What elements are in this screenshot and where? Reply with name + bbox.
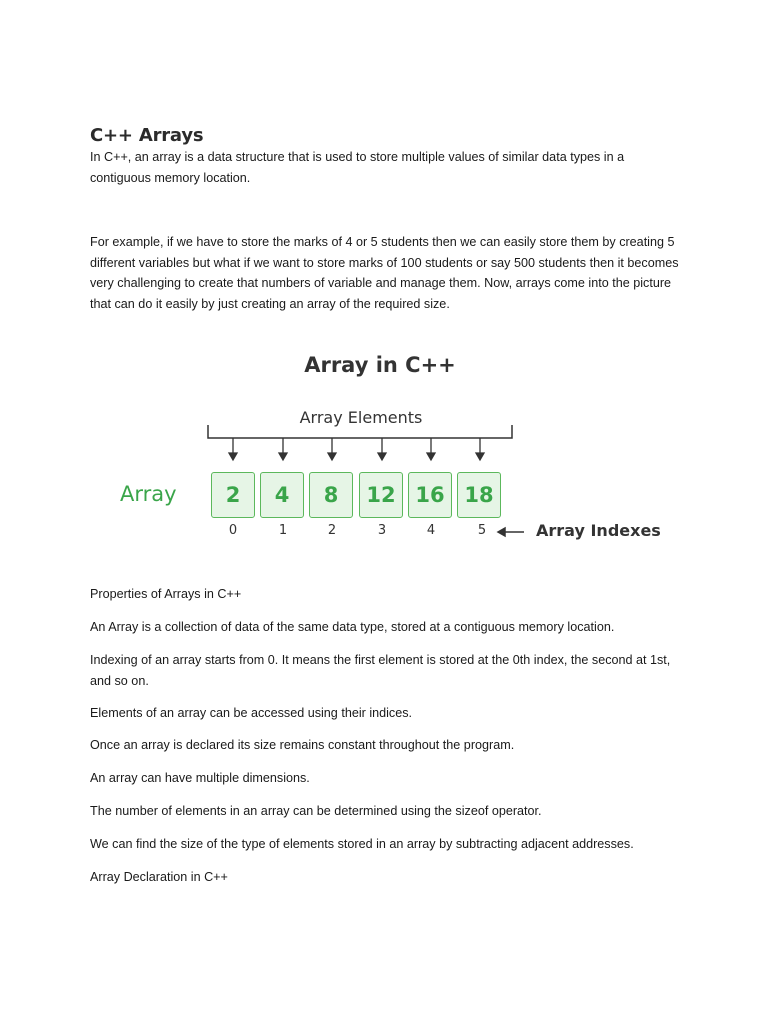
property-item: Once an array is declared its size remains constant throughout the program.	[90, 738, 515, 752]
array-index: 1	[278, 523, 288, 538]
array-label: Array	[120, 482, 177, 506]
example-paragraph: For example, if we have to store the marks of 4 or 5 students then we can easily store them by creating 5 different variables but what if we want to store marks of 100 students or say 500 students then it becomes very challenging to create that numbers of variable and manage them. Now, arrays come into the picture that can do it easily by just creating an array of the required size.	[90, 235, 679, 311]
array-index: 3	[377, 523, 387, 538]
property-item: We can find the size of the type of elements stored in an array by subtracting adjacent addresses.	[90, 837, 634, 851]
array-cell: 2	[211, 472, 255, 518]
page-title: C++ Arrays	[90, 125, 204, 146]
property-item: An array can have multiple dimensions.	[90, 771, 310, 785]
property-item: The number of elements in an array can be determined using the sizeof operator.	[90, 804, 542, 818]
declaration-heading: Array Declaration in C++	[90, 870, 228, 884]
array-index: 4	[426, 523, 436, 538]
diagram-title: Array in C++	[304, 353, 456, 377]
properties-heading: Properties of Arrays in C++	[90, 587, 242, 601]
indexes-arrow	[498, 528, 524, 536]
array-cell: 16	[408, 472, 452, 518]
array-index: 5	[477, 523, 487, 538]
property-item: Elements of an array can be accessed using their indices.	[90, 706, 413, 720]
array-index: 0	[228, 523, 238, 538]
array-cell: 18	[457, 472, 501, 518]
array-cell: 8	[309, 472, 353, 518]
element-arrows	[229, 438, 484, 460]
property-item: An Array is a collection of data of the same data type, stored at a contiguous memory location.	[90, 620, 615, 634]
array-elements-label: Array Elements	[299, 408, 423, 427]
intro-paragraph: In C++, an array is a data structure that is used to store multiple values of similar data types in a contiguous memory location.	[90, 150, 625, 185]
array-diagram	[100, 345, 680, 565]
property-item: Indexing of an array starts from 0. It means the first element is stored at the 0th index, the second at 1st, and so on.	[90, 653, 671, 688]
array-index: 2	[327, 523, 337, 538]
array-cell: 12	[359, 472, 403, 518]
array-indexes-label: Array Indexes	[536, 521, 661, 540]
array-cell: 4	[260, 472, 304, 518]
